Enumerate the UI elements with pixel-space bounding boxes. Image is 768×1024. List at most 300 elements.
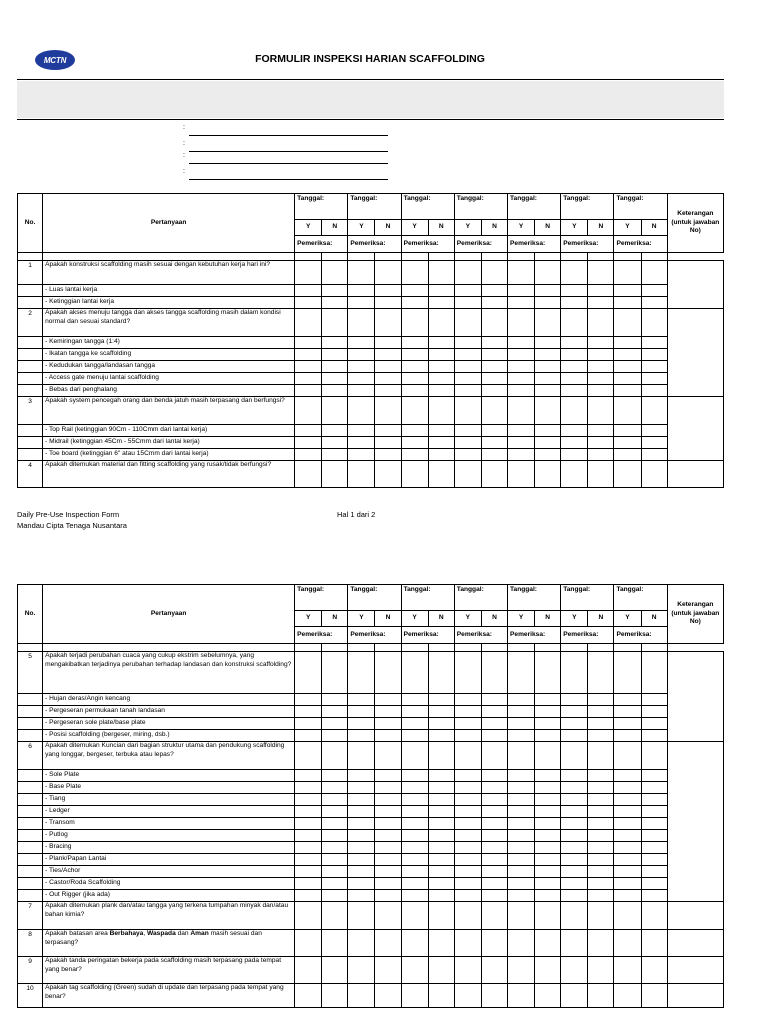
- answer-no-cell[interactable]: [535, 297, 561, 309]
- answer-no-cell[interactable]: [641, 842, 667, 854]
- answer-no-cell[interactable]: [588, 730, 614, 742]
- answer-no-cell[interactable]: [588, 461, 614, 488]
- answer-yes-cell[interactable]: [348, 984, 375, 1008]
- answer-yes-cell[interactable]: [561, 854, 588, 866]
- answer-yes-cell[interactable]: [508, 854, 535, 866]
- answer-no-cell[interactable]: [375, 902, 401, 930]
- answer-yes-cell[interactable]: [454, 437, 481, 449]
- date-header-cell[interactable]: Tanggal:: [348, 585, 401, 611]
- answer-no-cell[interactable]: [535, 818, 561, 830]
- answer-yes-cell[interactable]: [348, 437, 375, 449]
- date-header-cell[interactable]: Tanggal:: [454, 194, 507, 220]
- answer-no-cell[interactable]: [375, 890, 401, 902]
- answer-yes-cell[interactable]: [508, 718, 535, 730]
- remarks-cell[interactable]: [667, 652, 723, 742]
- answer-no-cell[interactable]: [481, 930, 507, 957]
- answer-yes-cell[interactable]: [348, 930, 375, 957]
- answer-no-cell[interactable]: [535, 930, 561, 957]
- answer-yes-cell[interactable]: [508, 461, 535, 488]
- answer-yes-cell[interactable]: [614, 902, 641, 930]
- answer-no-cell[interactable]: [428, 866, 454, 878]
- answer-no-cell[interactable]: [428, 437, 454, 449]
- answer-yes-cell[interactable]: [401, 930, 428, 957]
- answer-no-cell[interactable]: [588, 706, 614, 718]
- answer-yes-cell[interactable]: [508, 818, 535, 830]
- date-header-cell[interactable]: Tanggal:: [454, 585, 507, 611]
- answer-yes-cell[interactable]: [401, 854, 428, 866]
- answer-yes-cell[interactable]: [295, 830, 322, 842]
- answer-yes-cell[interactable]: [348, 397, 375, 425]
- answer-no-cell[interactable]: [588, 830, 614, 842]
- answer-no-cell[interactable]: [588, 261, 614, 285]
- answer-no-cell[interactable]: [428, 878, 454, 890]
- answer-yes-cell[interactable]: [401, 782, 428, 794]
- answer-no-cell[interactable]: [375, 854, 401, 866]
- answer-no-cell[interactable]: [428, 782, 454, 794]
- answer-yes-cell[interactable]: [454, 361, 481, 373]
- answer-no-cell[interactable]: [428, 309, 454, 337]
- answer-yes-cell[interactable]: [508, 890, 535, 902]
- answer-no-cell[interactable]: [428, 957, 454, 984]
- answer-no-cell[interactable]: [481, 794, 507, 806]
- answer-yes-cell[interactable]: [348, 806, 375, 818]
- answer-no-cell[interactable]: [481, 373, 507, 385]
- answer-no-cell[interactable]: [375, 437, 401, 449]
- answer-no-cell[interactable]: [588, 957, 614, 984]
- answer-yes-cell[interactable]: [454, 890, 481, 902]
- answer-no-cell[interactable]: [588, 890, 614, 902]
- answer-no-cell[interactable]: [322, 818, 348, 830]
- answer-yes-cell[interactable]: [348, 866, 375, 878]
- answer-yes-cell[interactable]: [561, 957, 588, 984]
- answer-no-cell[interactable]: [322, 449, 348, 461]
- answer-no-cell[interactable]: [428, 373, 454, 385]
- answer-yes-cell[interactable]: [614, 842, 641, 854]
- answer-no-cell[interactable]: [322, 794, 348, 806]
- answer-yes-cell[interactable]: [561, 878, 588, 890]
- answer-yes-cell[interactable]: [401, 425, 428, 437]
- answer-yes-cell[interactable]: [614, 878, 641, 890]
- answer-yes-cell[interactable]: [401, 842, 428, 854]
- answer-no-cell[interactable]: [641, 373, 667, 385]
- date-header-cell[interactable]: Tanggal:: [561, 585, 614, 611]
- answer-no-cell[interactable]: [428, 385, 454, 397]
- answer-yes-cell[interactable]: [561, 866, 588, 878]
- answer-yes-cell[interactable]: [614, 437, 641, 449]
- answer-no-cell[interactable]: [428, 930, 454, 957]
- answer-yes-cell[interactable]: [614, 742, 641, 770]
- answer-no-cell[interactable]: [535, 285, 561, 297]
- answer-no-cell[interactable]: [428, 818, 454, 830]
- answer-no-cell[interactable]: [641, 718, 667, 730]
- answer-yes-cell[interactable]: [295, 706, 322, 718]
- answer-yes-cell[interactable]: [401, 449, 428, 461]
- answer-no-cell[interactable]: [641, 794, 667, 806]
- answer-no-cell[interactable]: [375, 652, 401, 694]
- answer-yes-cell[interactable]: [401, 818, 428, 830]
- answer-yes-cell[interactable]: [348, 449, 375, 461]
- answer-no-cell[interactable]: [641, 461, 667, 488]
- answer-no-cell[interactable]: [588, 782, 614, 794]
- answer-no-cell[interactable]: [535, 957, 561, 984]
- answer-no-cell[interactable]: [481, 866, 507, 878]
- answer-no-cell[interactable]: [322, 984, 348, 1008]
- answer-no-cell[interactable]: [375, 930, 401, 957]
- answer-no-cell[interactable]: [481, 818, 507, 830]
- date-header-cell[interactable]: Tanggal:: [401, 194, 454, 220]
- answer-yes-cell[interactable]: [348, 770, 375, 782]
- answer-no-cell[interactable]: [588, 285, 614, 297]
- answer-yes-cell[interactable]: [614, 261, 641, 285]
- answer-no-cell[interactable]: [322, 782, 348, 794]
- answer-no-cell[interactable]: [375, 706, 401, 718]
- date-header-cell[interactable]: Tanggal:: [295, 194, 348, 220]
- answer-yes-cell[interactable]: [454, 742, 481, 770]
- answer-yes-cell[interactable]: [561, 652, 588, 694]
- answer-yes-cell[interactable]: [561, 373, 588, 385]
- answer-no-cell[interactable]: [481, 742, 507, 770]
- answer-no-cell[interactable]: [588, 806, 614, 818]
- inspector-header-cell[interactable]: Pemeriksa:: [614, 627, 667, 644]
- answer-no-cell[interactable]: [428, 890, 454, 902]
- answer-yes-cell[interactable]: [454, 461, 481, 488]
- answer-yes-cell[interactable]: [348, 830, 375, 842]
- answer-yes-cell[interactable]: [508, 878, 535, 890]
- answer-yes-cell[interactable]: [614, 285, 641, 297]
- answer-yes-cell[interactable]: [561, 718, 588, 730]
- answer-no-cell[interactable]: [322, 806, 348, 818]
- answer-yes-cell[interactable]: [614, 385, 641, 397]
- answer-yes-cell[interactable]: [614, 957, 641, 984]
- answer-no-cell[interactable]: [481, 309, 507, 337]
- answer-yes-cell[interactable]: [454, 984, 481, 1008]
- answer-yes-cell[interactable]: [401, 742, 428, 770]
- answer-no-cell[interactable]: [375, 794, 401, 806]
- answer-no-cell[interactable]: [375, 397, 401, 425]
- answer-no-cell[interactable]: [322, 397, 348, 425]
- answer-yes-cell[interactable]: [454, 718, 481, 730]
- answer-no-cell[interactable]: [481, 984, 507, 1008]
- answer-yes-cell[interactable]: [614, 830, 641, 842]
- answer-no-cell[interactable]: [535, 902, 561, 930]
- answer-yes-cell[interactable]: [508, 957, 535, 984]
- answer-yes-cell[interactable]: [295, 349, 322, 361]
- answer-no-cell[interactable]: [641, 878, 667, 890]
- answer-no-cell[interactable]: [641, 984, 667, 1008]
- date-header-cell[interactable]: Tanggal:: [508, 194, 561, 220]
- answer-no-cell[interactable]: [322, 854, 348, 866]
- answer-yes-cell[interactable]: [561, 902, 588, 930]
- answer-no-cell[interactable]: [535, 718, 561, 730]
- answer-no-cell[interactable]: [375, 373, 401, 385]
- answer-no-cell[interactable]: [375, 461, 401, 488]
- answer-no-cell[interactable]: [481, 730, 507, 742]
- answer-no-cell[interactable]: [375, 742, 401, 770]
- answer-no-cell[interactable]: [375, 694, 401, 706]
- remarks-cell[interactable]: [667, 742, 723, 902]
- answer-no-cell[interactable]: [481, 706, 507, 718]
- answer-yes-cell[interactable]: [295, 297, 322, 309]
- answer-yes-cell[interactable]: [508, 309, 535, 337]
- answer-no-cell[interactable]: [322, 373, 348, 385]
- answer-no-cell[interactable]: [588, 742, 614, 770]
- answer-no-cell[interactable]: [641, 437, 667, 449]
- answer-no-cell[interactable]: [481, 770, 507, 782]
- answer-no-cell[interactable]: [481, 890, 507, 902]
- date-header-cell[interactable]: Tanggal:: [614, 585, 667, 611]
- answer-yes-cell[interactable]: [614, 818, 641, 830]
- answer-yes-cell[interactable]: [295, 984, 322, 1008]
- answer-no-cell[interactable]: [481, 385, 507, 397]
- answer-yes-cell[interactable]: [454, 373, 481, 385]
- answer-no-cell[interactable]: [641, 397, 667, 425]
- answer-no-cell[interactable]: [428, 984, 454, 1008]
- answer-yes-cell[interactable]: [401, 397, 428, 425]
- answer-no-cell[interactable]: [481, 902, 507, 930]
- answer-yes-cell[interactable]: [561, 425, 588, 437]
- answer-yes-cell[interactable]: [401, 866, 428, 878]
- date-header-cell[interactable]: Tanggal:: [348, 194, 401, 220]
- answer-no-cell[interactable]: [375, 337, 401, 349]
- answer-no-cell[interactable]: [375, 449, 401, 461]
- answer-yes-cell[interactable]: [348, 425, 375, 437]
- answer-no-cell[interactable]: [375, 782, 401, 794]
- answer-no-cell[interactable]: [428, 425, 454, 437]
- answer-yes-cell[interactable]: [295, 878, 322, 890]
- inspector-header-cell[interactable]: Pemeriksa:: [614, 236, 667, 253]
- answer-yes-cell[interactable]: [454, 397, 481, 425]
- answer-no-cell[interactable]: [375, 297, 401, 309]
- answer-yes-cell[interactable]: [295, 890, 322, 902]
- answer-no-cell[interactable]: [588, 449, 614, 461]
- answer-no-cell[interactable]: [375, 718, 401, 730]
- answer-no-cell[interactable]: [375, 309, 401, 337]
- answer-no-cell[interactable]: [535, 437, 561, 449]
- answer-no-cell[interactable]: [322, 425, 348, 437]
- answer-no-cell[interactable]: [535, 337, 561, 349]
- remarks-cell[interactable]: [667, 957, 723, 984]
- answer-yes-cell[interactable]: [508, 694, 535, 706]
- answer-yes-cell[interactable]: [561, 385, 588, 397]
- answer-no-cell[interactable]: [535, 806, 561, 818]
- answer-yes-cell[interactable]: [454, 706, 481, 718]
- remarks-cell[interactable]: [667, 984, 723, 1008]
- answer-yes-cell[interactable]: [348, 706, 375, 718]
- inspector-header-cell[interactable]: Pemeriksa:: [295, 627, 348, 644]
- answer-no-cell[interactable]: [535, 742, 561, 770]
- answer-yes-cell[interactable]: [348, 730, 375, 742]
- answer-yes-cell[interactable]: [401, 652, 428, 694]
- answer-no-cell[interactable]: [428, 902, 454, 930]
- answer-no-cell[interactable]: [641, 957, 667, 984]
- answer-no-cell[interactable]: [535, 730, 561, 742]
- answer-no-cell[interactable]: [322, 878, 348, 890]
- answer-yes-cell[interactable]: [614, 770, 641, 782]
- answer-no-cell[interactable]: [481, 261, 507, 285]
- answer-no-cell[interactable]: [641, 930, 667, 957]
- answer-no-cell[interactable]: [588, 652, 614, 694]
- answer-no-cell[interactable]: [535, 461, 561, 488]
- answer-no-cell[interactable]: [535, 694, 561, 706]
- answer-yes-cell[interactable]: [348, 309, 375, 337]
- answer-yes-cell[interactable]: [508, 742, 535, 770]
- answer-yes-cell[interactable]: [614, 854, 641, 866]
- answer-no-cell[interactable]: [641, 818, 667, 830]
- answer-yes-cell[interactable]: [561, 349, 588, 361]
- answer-yes-cell[interactable]: [295, 437, 322, 449]
- answer-yes-cell[interactable]: [561, 742, 588, 770]
- inspector-header-cell[interactable]: Pemeriksa:: [508, 627, 561, 644]
- answer-no-cell[interactable]: [375, 285, 401, 297]
- answer-no-cell[interactable]: [428, 854, 454, 866]
- answer-yes-cell[interactable]: [454, 652, 481, 694]
- answer-yes-cell[interactable]: [614, 866, 641, 878]
- answer-yes-cell[interactable]: [295, 461, 322, 488]
- answer-no-cell[interactable]: [535, 794, 561, 806]
- answer-yes-cell[interactable]: [295, 694, 322, 706]
- answer-yes-cell[interactable]: [295, 742, 322, 770]
- answer-no-cell[interactable]: [535, 866, 561, 878]
- answer-no-cell[interactable]: [322, 830, 348, 842]
- answer-no-cell[interactable]: [322, 730, 348, 742]
- answer-yes-cell[interactable]: [454, 854, 481, 866]
- answer-no-cell[interactable]: [641, 261, 667, 285]
- answer-yes-cell[interactable]: [348, 285, 375, 297]
- answer-no-cell[interactable]: [641, 730, 667, 742]
- answer-no-cell[interactable]: [375, 385, 401, 397]
- answer-no-cell[interactable]: [535, 854, 561, 866]
- answer-no-cell[interactable]: [535, 397, 561, 425]
- answer-yes-cell[interactable]: [614, 461, 641, 488]
- answer-yes-cell[interactable]: [401, 361, 428, 373]
- answer-yes-cell[interactable]: [401, 373, 428, 385]
- date-header-cell[interactable]: Tanggal:: [295, 585, 348, 611]
- answer-no-cell[interactable]: [322, 890, 348, 902]
- answer-yes-cell[interactable]: [348, 878, 375, 890]
- answer-yes-cell[interactable]: [348, 337, 375, 349]
- answer-yes-cell[interactable]: [401, 984, 428, 1008]
- answer-no-cell[interactable]: [375, 878, 401, 890]
- answer-yes-cell[interactable]: [508, 652, 535, 694]
- answer-no-cell[interactable]: [535, 878, 561, 890]
- answer-no-cell[interactable]: [588, 337, 614, 349]
- inspector-header-cell[interactable]: Pemeriksa:: [561, 236, 614, 253]
- answer-yes-cell[interactable]: [295, 866, 322, 878]
- answer-no-cell[interactable]: [428, 718, 454, 730]
- answer-no-cell[interactable]: [641, 309, 667, 337]
- answer-no-cell[interactable]: [641, 854, 667, 866]
- answer-yes-cell[interactable]: [454, 902, 481, 930]
- answer-no-cell[interactable]: [481, 878, 507, 890]
- answer-yes-cell[interactable]: [508, 337, 535, 349]
- answer-yes-cell[interactable]: [508, 782, 535, 794]
- answer-yes-cell[interactable]: [348, 261, 375, 285]
- answer-yes-cell[interactable]: [295, 782, 322, 794]
- answer-no-cell[interactable]: [588, 794, 614, 806]
- answer-yes-cell[interactable]: [295, 425, 322, 437]
- answer-yes-cell[interactable]: [295, 261, 322, 285]
- answer-no-cell[interactable]: [428, 742, 454, 770]
- answer-yes-cell[interactable]: [508, 385, 535, 397]
- answer-yes-cell[interactable]: [401, 285, 428, 297]
- answer-no-cell[interactable]: [588, 854, 614, 866]
- answer-no-cell[interactable]: [641, 890, 667, 902]
- answer-no-cell[interactable]: [322, 349, 348, 361]
- answer-yes-cell[interactable]: [454, 878, 481, 890]
- answer-yes-cell[interactable]: [348, 957, 375, 984]
- answer-no-cell[interactable]: [641, 652, 667, 694]
- answer-yes-cell[interactable]: [561, 730, 588, 742]
- answer-yes-cell[interactable]: [561, 706, 588, 718]
- answer-yes-cell[interactable]: [295, 770, 322, 782]
- answer-no-cell[interactable]: [322, 361, 348, 373]
- answer-no-cell[interactable]: [588, 361, 614, 373]
- answer-yes-cell[interactable]: [561, 794, 588, 806]
- answer-yes-cell[interactable]: [508, 373, 535, 385]
- answer-no-cell[interactable]: [322, 742, 348, 770]
- answer-yes-cell[interactable]: [348, 694, 375, 706]
- answer-yes-cell[interactable]: [295, 902, 322, 930]
- info-field-1[interactable]: [183, 124, 388, 136]
- answer-no-cell[interactable]: [535, 349, 561, 361]
- answer-no-cell[interactable]: [428, 449, 454, 461]
- inspector-header-cell[interactable]: Pemeriksa:: [401, 627, 454, 644]
- answer-yes-cell[interactable]: [614, 794, 641, 806]
- answer-yes-cell[interactable]: [454, 957, 481, 984]
- answer-no-cell[interactable]: [588, 842, 614, 854]
- answer-no-cell[interactable]: [322, 902, 348, 930]
- answer-yes-cell[interactable]: [614, 694, 641, 706]
- answer-yes-cell[interactable]: [454, 261, 481, 285]
- answer-no-cell[interactable]: [535, 652, 561, 694]
- answer-yes-cell[interactable]: [401, 770, 428, 782]
- answer-yes-cell[interactable]: [508, 806, 535, 818]
- answer-yes-cell[interactable]: [454, 694, 481, 706]
- answer-yes-cell[interactable]: [401, 385, 428, 397]
- answer-yes-cell[interactable]: [508, 425, 535, 437]
- answer-yes-cell[interactable]: [561, 830, 588, 842]
- answer-no-cell[interactable]: [428, 806, 454, 818]
- answer-yes-cell[interactable]: [348, 902, 375, 930]
- answer-no-cell[interactable]: [322, 297, 348, 309]
- answer-yes-cell[interactable]: [401, 309, 428, 337]
- date-header-cell[interactable]: Tanggal:: [561, 194, 614, 220]
- answer-yes-cell[interactable]: [401, 890, 428, 902]
- answer-no-cell[interactable]: [322, 309, 348, 337]
- answer-no-cell[interactable]: [428, 794, 454, 806]
- answer-no-cell[interactable]: [428, 730, 454, 742]
- answer-yes-cell[interactable]: [454, 337, 481, 349]
- answer-yes-cell[interactable]: [295, 361, 322, 373]
- answer-yes-cell[interactable]: [614, 349, 641, 361]
- answer-no-cell[interactable]: [322, 718, 348, 730]
- remarks-cell[interactable]: [667, 397, 723, 461]
- answer-yes-cell[interactable]: [454, 297, 481, 309]
- remarks-cell[interactable]: [667, 930, 723, 957]
- answer-no-cell[interactable]: [641, 866, 667, 878]
- answer-no-cell[interactable]: [428, 694, 454, 706]
- answer-yes-cell[interactable]: [295, 309, 322, 337]
- answer-no-cell[interactable]: [375, 425, 401, 437]
- answer-no-cell[interactable]: [375, 770, 401, 782]
- answer-yes-cell[interactable]: [508, 261, 535, 285]
- answer-yes-cell[interactable]: [295, 818, 322, 830]
- answer-yes-cell[interactable]: [348, 718, 375, 730]
- answer-no-cell[interactable]: [375, 349, 401, 361]
- answer-no-cell[interactable]: [588, 718, 614, 730]
- answer-yes-cell[interactable]: [295, 652, 322, 694]
- inspector-header-cell[interactable]: Pemeriksa:: [295, 236, 348, 253]
